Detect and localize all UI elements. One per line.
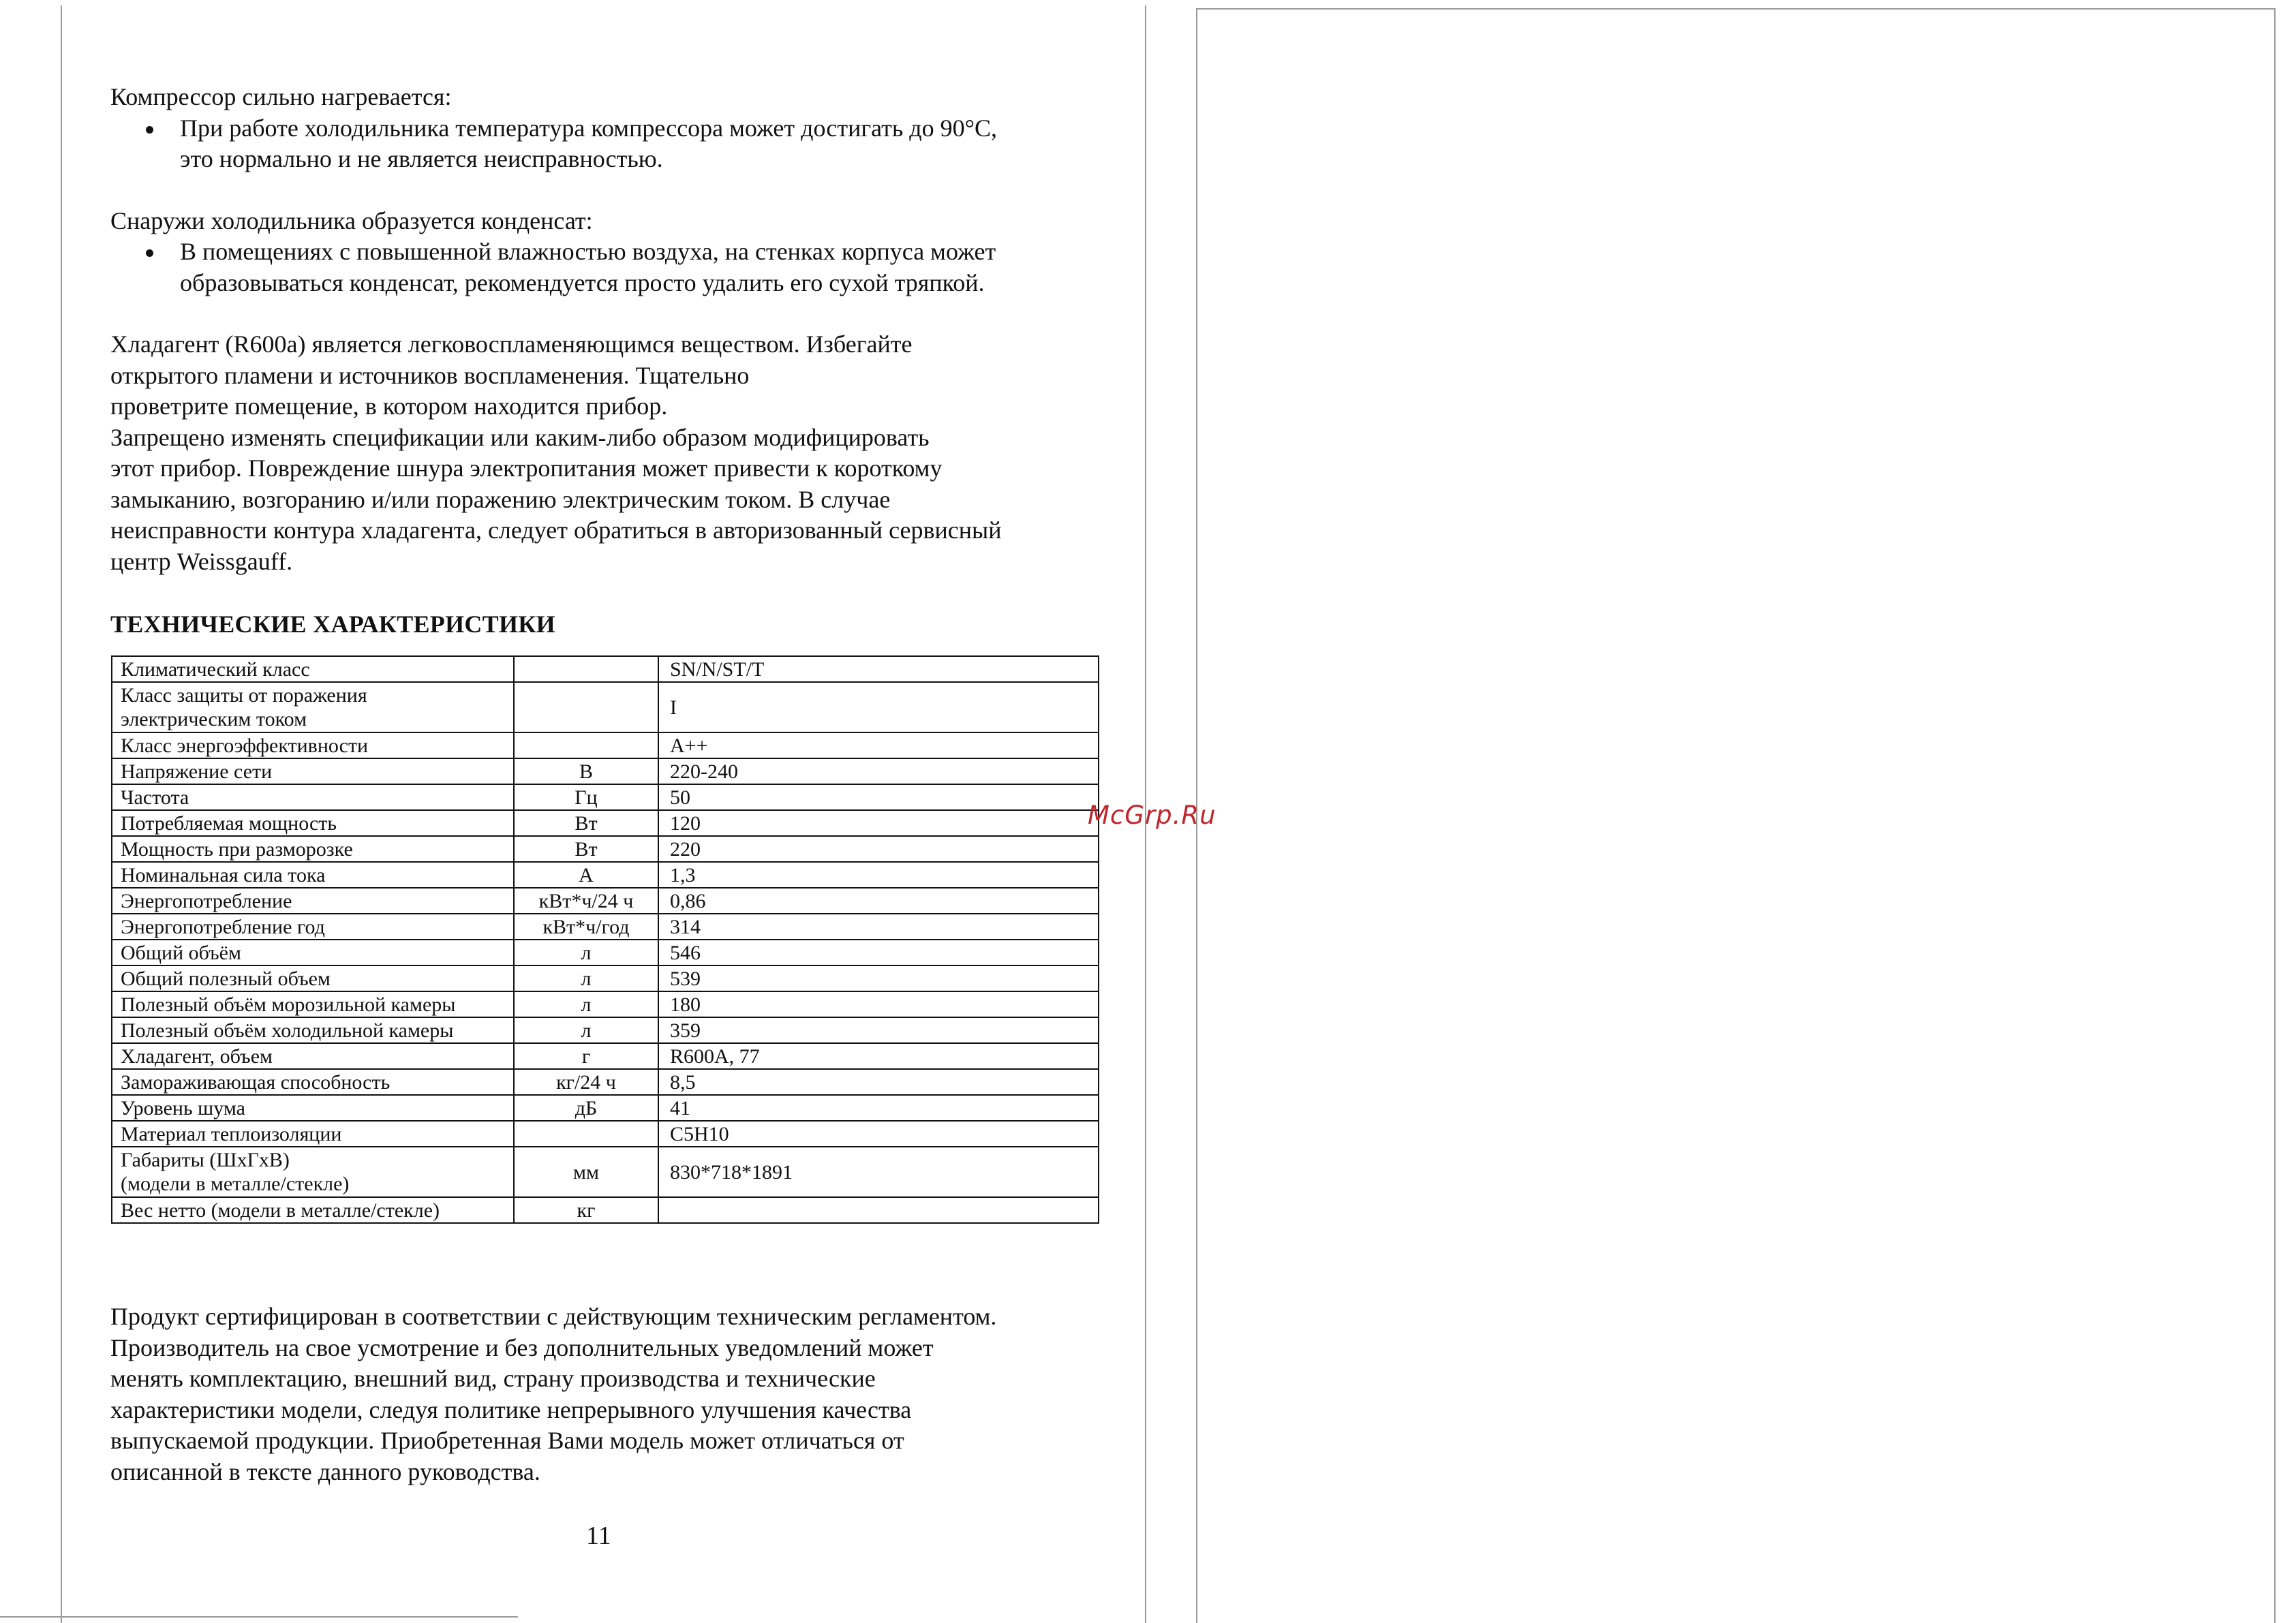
spec-param <box>112 940 514 965</box>
spec-param-line: Полезный объём холодильной камеры <box>121 1019 454 1042</box>
watermark-logo: McGrp.Ru <box>1088 801 1216 830</box>
bullet-line: это нормально и не является неисправностью. <box>180 145 663 172</box>
spec-value: 359 <box>658 1017 1099 1043</box>
closing-line: описанной в тексте данного руководства. <box>110 1457 540 1485</box>
warning-line: открытого пламени и источников воспламенения. Тщательно <box>110 361 750 389</box>
closing-line: выпускаемой продукции. Приобретенная Вами модель может отличаться от <box>110 1427 904 1454</box>
spec-param <box>112 810 514 836</box>
spec-param-line: Замораживающая способность <box>121 1070 391 1094</box>
warning-line: неисправности контура хладагента, следует обратиться в авторизованный сервисный <box>110 516 1002 544</box>
spec-param-line: электрическим током <box>121 708 307 730</box>
spec-unit: кВт*ч/24 ч <box>514 888 658 914</box>
spec-unit <box>514 682 658 732</box>
spec-row <box>112 1069 1099 1095</box>
spec-row <box>112 1043 1099 1069</box>
spec-param <box>112 732 514 758</box>
spec-row <box>112 836 1099 862</box>
spec-param <box>112 1017 514 1043</box>
spec-param-line: Общий полезный объем <box>121 967 331 990</box>
right-page-right-edge <box>2274 8 2276 1623</box>
spec-param <box>112 682 514 732</box>
spec-value: C5H10 <box>658 1121 1099 1147</box>
warning-line: этот прибор. Повреждение шнура электропитания может привести к короткому <box>110 454 943 482</box>
spec-value: 830*718*1891 <box>658 1147 1099 1197</box>
spec-unit: Вт <box>514 836 658 862</box>
spec-row <box>112 940 1099 965</box>
left-page-bottom-edge <box>0 1616 518 1618</box>
spec-row <box>112 784 1099 810</box>
spec-unit: дБ <box>514 1095 658 1121</box>
spec-param-line: Номинальная сила тока <box>121 863 326 886</box>
bullet-line: образовываться конденсат, рекомендуется просто удалить его сухой тряпкой. <box>180 268 985 296</box>
bullet-list <box>110 113 1105 175</box>
warning-line: Запрещено изменять спецификации или каким-либо образом модифицировать <box>110 423 930 451</box>
spec-value: 314 <box>658 914 1099 940</box>
spec-value: 1,3 <box>658 862 1099 888</box>
spec-unit: кВт*ч/год <box>514 914 658 940</box>
bullet-dot-icon <box>146 249 153 257</box>
spec-unit: Вт <box>514 810 658 836</box>
spec-param-line: Частота <box>121 786 189 809</box>
spec-row <box>112 810 1099 836</box>
spec-param <box>112 914 514 940</box>
spec-param <box>112 1147 514 1197</box>
spec-unit: л <box>514 991 658 1017</box>
warning-line: замыканию, возгоранию и/или поражению электрическим током. В случае <box>110 485 891 513</box>
spec-param-line: Полезный объём морозильной камеры <box>121 993 456 1016</box>
spec-row <box>112 965 1099 991</box>
spec-row <box>112 1017 1099 1043</box>
bullet-list <box>110 236 1105 298</box>
section-heading: Компрессор сильно нагревается: <box>110 83 452 110</box>
page-number: 11 <box>586 1521 611 1550</box>
spec-param-line: Энергопотребление год <box>121 915 325 938</box>
spec-param <box>112 965 514 991</box>
spec-param-line: Класс энергоэффективности <box>121 734 369 757</box>
spec-param <box>112 656 514 682</box>
closing-line: характеристики модели, следуя политике непрерывного улучшения качества <box>110 1395 912 1423</box>
spec-param-line: Вес нетто (модели в металле/стекле) <box>121 1199 440 1222</box>
spec-value: 50 <box>658 784 1099 810</box>
bullet-item <box>110 113 1105 175</box>
spec-param <box>112 1197 514 1223</box>
spec-value: 220-240 <box>658 758 1099 784</box>
spec-unit: л <box>514 940 658 965</box>
specs-title: ТЕХНИЧЕСКИЕ ХАРАКТЕРИСТИКИ <box>110 610 555 638</box>
spec-row <box>112 1197 1099 1223</box>
spec-unit: В <box>514 758 658 784</box>
spec-param-line: Энергопотребление <box>121 889 292 912</box>
spec-param <box>112 1043 514 1069</box>
certification-note <box>110 1301 1119 1487</box>
spec-param <box>112 991 514 1017</box>
warning-line: проветрите помещение, в котором находится прибор. <box>110 392 668 420</box>
spec-row <box>112 758 1099 784</box>
spec-unit: мм <box>514 1147 658 1197</box>
spec-param <box>112 784 514 810</box>
spec-param-line: Габариты (ШхГхВ) <box>121 1149 290 1171</box>
spec-value <box>658 1197 1099 1223</box>
spec-unit: А <box>514 862 658 888</box>
spec-row <box>112 862 1099 888</box>
specs-table <box>111 655 1099 1224</box>
spec-unit <box>514 656 658 682</box>
spec-param-line: Мощность при разморозке <box>121 837 353 861</box>
spec-param <box>112 758 514 784</box>
spec-row <box>112 682 1099 732</box>
spec-value: 8,5 <box>658 1069 1099 1095</box>
spec-unit: кг/24 ч <box>514 1069 658 1095</box>
spec-value: 0,86 <box>658 888 1099 914</box>
spec-param <box>112 888 514 914</box>
spec-param-line: Уровень шума <box>121 1096 245 1119</box>
spec-param-line: Климатический класс <box>121 658 310 681</box>
right-page <box>1197 10 2274 1623</box>
spec-row <box>112 991 1099 1017</box>
bullet-dot-icon <box>146 126 153 134</box>
spec-value: R600A, 77 <box>658 1043 1099 1069</box>
bullet-item <box>110 236 1105 298</box>
closing-line: менять комплектацию, внешний вид, страну производства и технические <box>110 1365 876 1392</box>
spec-value: 220 <box>658 836 1099 862</box>
bullet-line: В помещениях с повышенной влажностью воздуха, на стенках корпуса может <box>180 238 996 265</box>
spec-param <box>112 836 514 862</box>
spec-row <box>112 914 1099 940</box>
closing-line: Производитель на свое усмотрение и без дополнительных уведомлений может <box>110 1333 934 1361</box>
warning-line: Хладагент (R600a) является легковоспламеняющимся веществом. Избегайте <box>110 330 913 358</box>
spec-param <box>112 1069 514 1095</box>
spec-value: А++ <box>658 732 1099 758</box>
spec-value: I <box>658 682 1099 732</box>
section-heading: Снаружи холодильника образуется конденсат: <box>110 206 593 234</box>
spec-param-line: Хладагент, объем <box>121 1045 273 1068</box>
spec-row <box>112 1095 1099 1121</box>
spec-param-line: Общий объём <box>121 941 241 964</box>
spec-value: 120 <box>658 810 1099 836</box>
closing-line: Продукт сертифицирован в соответствии с действующим техническим регламентом. <box>110 1303 997 1330</box>
spec-unit <box>514 1121 658 1147</box>
spec-unit: л <box>514 1017 658 1043</box>
spec-row <box>112 888 1099 914</box>
spec-param-line: Напряжение сети <box>121 760 273 783</box>
left-page-edge <box>61 5 62 1623</box>
spec-unit: Гц <box>514 784 658 810</box>
spec-param-line: Класс защиты от поражения <box>121 684 367 707</box>
spec-param <box>112 1121 514 1147</box>
refrigerant-warning <box>110 329 1105 577</box>
spec-unit <box>514 732 658 758</box>
troubleshooting-sections <box>110 82 1105 329</box>
spec-unit: кг <box>514 1197 658 1223</box>
spec-value: SN/N/ST/T <box>658 656 1099 682</box>
spec-unit: л <box>514 965 658 991</box>
spec-param-line: Потребляемая мощность <box>121 812 337 835</box>
spec-row <box>112 656 1099 682</box>
spec-param <box>112 1095 514 1121</box>
spec-value: 539 <box>658 965 1099 991</box>
spec-value: 546 <box>658 940 1099 965</box>
left-page <box>110 82 1105 638</box>
bullet-line: При работе холодильника температура компрессора может достигать до 90°С, <box>180 114 998 142</box>
spec-value: 41 <box>658 1095 1099 1121</box>
spec-value: 180 <box>658 991 1099 1017</box>
spec-row <box>112 1121 1099 1147</box>
spec-param <box>112 862 514 888</box>
spec-param-line: Материал теплоизоляции <box>121 1122 342 1145</box>
spec-param-line: (модели в металле/стекле) <box>121 1173 350 1195</box>
spec-unit: г <box>514 1043 658 1069</box>
warning-line: центр Weissgauff. <box>110 547 293 575</box>
spec-row <box>112 732 1099 758</box>
spec-row <box>112 1147 1099 1197</box>
